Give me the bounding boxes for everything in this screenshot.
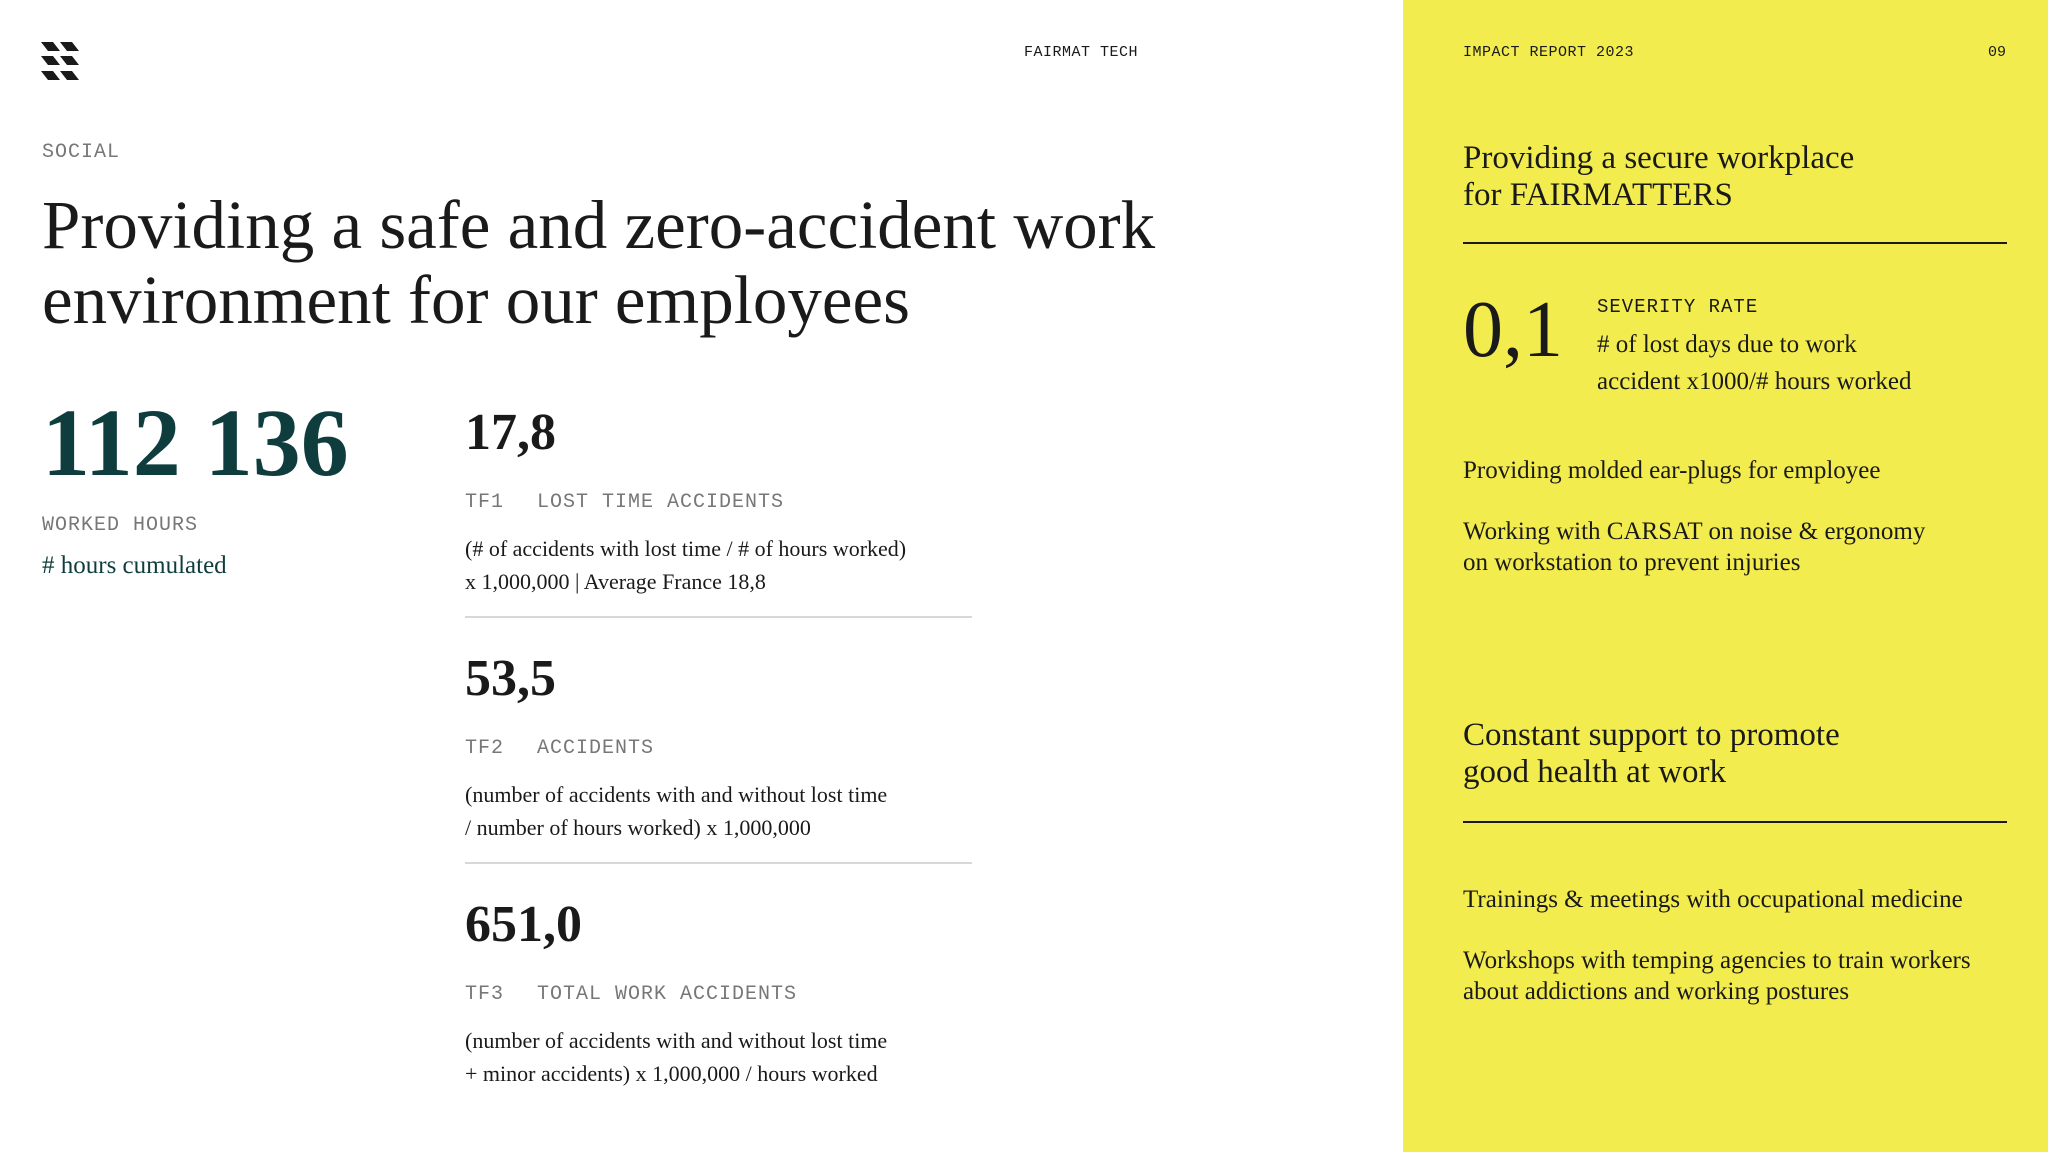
divider — [465, 616, 972, 618]
metric-formula — [465, 532, 972, 598]
page-title-line: Providing a safe and zero-accident work — [42, 187, 1156, 263]
metric-formula — [465, 1024, 972, 1090]
severity-rate-description-line: accident x1000/# hours worked — [1597, 368, 1912, 395]
page-number: 09 — [1987, 44, 2006, 61]
metric-code-row — [465, 737, 972, 760]
page-title-line: environment for our employees — [42, 262, 910, 338]
metric-formula-line: (number of accidents with and without lost time — [465, 1028, 888, 1053]
panel-section-title-line: for FAIRMATTERS — [1463, 177, 1733, 213]
panel-section-title — [1463, 140, 2003, 214]
highlight-panel — [1403, 0, 2048, 1152]
page-title — [42, 188, 1242, 338]
metric-code-row — [465, 491, 972, 514]
fairmat-logo — [41, 42, 79, 80]
metric-value: 53,5 — [465, 650, 556, 707]
panel-item-line: on workstation to prevent injuries — [1463, 549, 1801, 576]
panel-divider — [1463, 242, 2007, 244]
metric-label: ACCIDENTS — [537, 737, 655, 760]
panel-item — [1463, 884, 2023, 915]
metric-label: LOST TIME ACCIDENTS — [537, 491, 785, 514]
metric-formula-line: x 1,000,000 | Average France 18,8 — [465, 569, 766, 594]
worked-hours-label: WORKED HOURS — [42, 514, 199, 537]
metric-label: TOTAL WORK ACCIDENTS — [537, 983, 798, 1006]
worked-hours-description: # hours cumulated — [42, 552, 227, 579]
metric-formula-line: (number of accidents with and without lost time — [465, 782, 888, 807]
panel-section-title — [1463, 717, 2003, 791]
metric-formula-line: (# of accidents with lost time / # of hours worked) — [465, 536, 907, 561]
metric-value: 651,0 — [465, 896, 582, 953]
panel-item-line: Trainings & meetings with occupational medicine — [1463, 886, 1963, 913]
panel-item-line: Providing molded ear-plugs for employee — [1463, 457, 1881, 484]
panel-section-title-line: Constant support to promote — [1463, 717, 1840, 753]
severity-rate-description — [1597, 326, 1957, 400]
panel-item-line: Working with CARSAT on noise & ergonomy — [1463, 518, 1926, 545]
metric-code: TF3 — [465, 983, 505, 1006]
metric-formula-line: / number of hours worked) x 1,000,000 — [465, 815, 811, 840]
panel-section-title-line: Providing a secure workplace — [1463, 140, 1855, 176]
panel-divider — [1463, 821, 2007, 823]
section-label: SOCIAL — [42, 141, 121, 164]
metric-formula — [465, 778, 972, 844]
panel-item — [1463, 945, 2023, 1007]
panel-item — [1463, 516, 2023, 578]
brand-name: FAIRMAT TECH — [1024, 44, 1139, 61]
metric-formula-line: + minor accidents) x 1,000,000 / hours worked — [465, 1061, 878, 1086]
metric-tf3 — [465, 895, 972, 1090]
severity-rate-value: 0,1 — [1463, 286, 1563, 374]
panel-item-line: about addictions and working postures — [1463, 978, 1850, 1005]
worked-hours-value: 112 136 — [42, 389, 349, 496]
severity-rate-description-line: # of lost days due to work — [1597, 331, 1857, 358]
divider — [465, 862, 972, 864]
report-title: IMPACT REPORT 2023 — [1463, 44, 1635, 61]
panel-section-title-line: good health at work — [1463, 754, 1727, 790]
metric-code: TF1 — [465, 491, 505, 514]
severity-rate-label: SEVERITY RATE — [1597, 296, 1759, 318]
metric-code-row — [465, 983, 972, 1006]
metric-tf2 — [465, 649, 972, 864]
panel-item-line: Workshops with temping agencies to train workers — [1463, 947, 1971, 974]
metric-value: 17,8 — [465, 404, 556, 461]
metric-code: TF2 — [465, 737, 505, 760]
metric-tf1 — [465, 403, 972, 618]
panel-item — [1463, 455, 2023, 486]
